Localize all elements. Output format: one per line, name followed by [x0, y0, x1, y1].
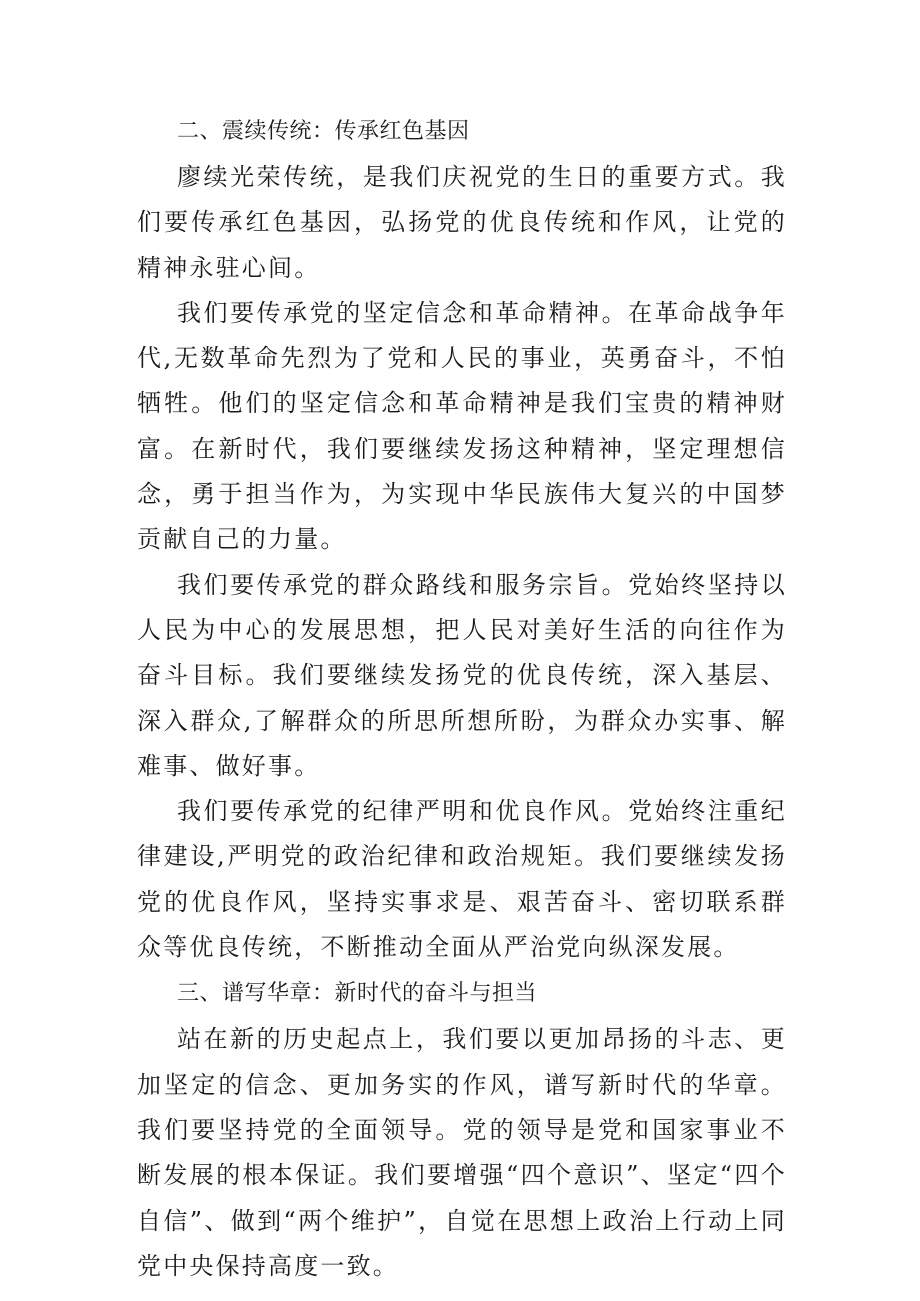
paragraph-intro: 廖续光荣传统，是我们庆祝党的生日的重要方式。我们要传承红色基因，弘扬党的优良传统和作风，让党的精神永驻心间。: [137, 163, 787, 282]
paragraph-revolutionary-spirit: 我们要传承党的坚定信念和革命精神。在革命战争年代,无数革命先烈为了党和人民的事业，英勇奋斗，不怕牺牲。他们的坚定信念和革命精神是我们宝贵的精神财富。在新时代，我们要继续发扬这种精神，坚定理想信念，勇于担当作为，为实现中华民族伟大复兴的中国梦贡献自己的力量。: [137, 298, 787, 554]
paragraph-mass-line: 我们要传承党的群众路线和服务宗旨。党始终坚持以人民为中心的发展思想，把人民对美好生活的向往作为奋斗目标。我们要继续发扬党的优良传统，深入基层、深入群众,了解群众的所思所想所盼，为群众办实事、解难事、做好事。: [137, 570, 787, 780]
document-body: [137, 108, 787, 1289]
paragraph-discipline: 我们要传承党的纪律严明和优良作风。党始终注重纪律建设,严明党的政治纪律和政治规矩。我们要继续发扬党的优良作风，坚持实事求是、艰苦奋斗、密切联系群众等优良传统，不断推动全面从严治党向纵深发展。: [137, 797, 787, 962]
section-heading-inherit-tradition: 二、震续传统：传承红色基因: [177, 119, 470, 144]
section-heading-new-era: 三、谱写华章：新时代的奋斗与担当: [177, 981, 538, 1007]
paragraph-party-leadership: 站在新的历史起点上，我们要以更加昂扬的斗志、更加坚定的信念、更加务实的作风，谱写新时代的华章。我们要坚持党的全面领导。党的领导是党和国家事业不断发展的根本保证。我们要增强“四个意识”、坚定“四个自信”、做到“两个维护”，自觉在思想上政治上行动上同党中央保持高度一致。: [137, 1025, 787, 1280]
